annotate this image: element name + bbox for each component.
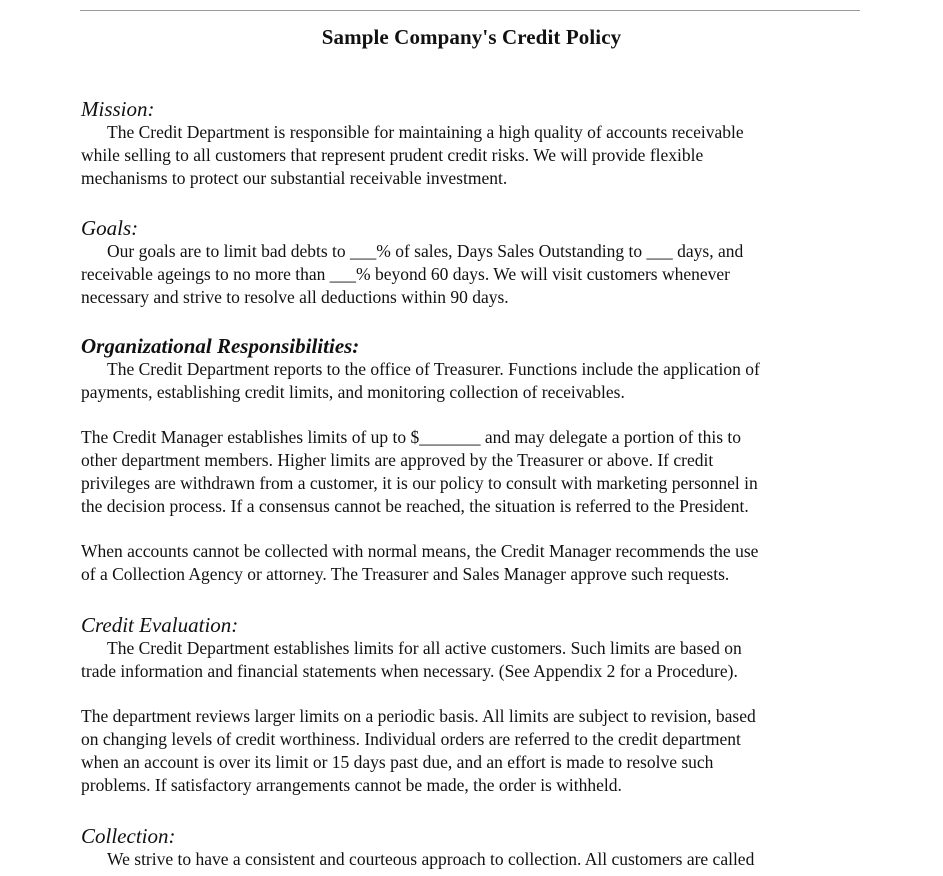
text-line: The Credit Manager establishes limits of up to $_______ and may delegate a portion of this to <box>81 427 742 447</box>
paragraph-organizational-1 <box>81 358 871 404</box>
text-line: When accounts cannot be collected with normal means, the Credit Manager recommends the use <box>81 541 759 561</box>
section-heading-goals: Goals: <box>81 216 139 240</box>
paragraph-evaluation-2 <box>81 705 871 797</box>
paragraph-collection <box>81 848 871 871</box>
paragraph-goals <box>81 240 871 309</box>
section-collection <box>81 824 871 871</box>
text-line: payments, establishing credit limits, and monitoring collection of receivables. <box>81 382 625 402</box>
text-line: privileges are withdrawn from a customer, it is our policy to consult with marketing personnel in <box>81 473 758 493</box>
text-line: trade information and financial statements when necessary. (See Appendix 2 for a Procedure). <box>81 661 738 681</box>
paragraph-organizational-3 <box>81 540 871 586</box>
section-heading-organizational: Organizational Responsibilities: <box>81 334 360 358</box>
paragraph-mission <box>81 121 871 190</box>
text-line: the decision process. If a consensus cannot be reached, the situation is referred to the President. <box>81 496 749 516</box>
text-line: when an account is over its limit or 15 days past due, and an effort is made to resolve such <box>81 752 714 772</box>
text-line: of a Collection Agency or attorney. The Treasurer and Sales Manager approve such requests. <box>81 564 730 584</box>
text-line: while selling to all customers that represent prudent credit risks. We will provide flexible <box>81 145 704 165</box>
paragraph-organizational-2 <box>81 426 871 518</box>
section-credit-evaluation <box>81 613 871 797</box>
document-title: Sample Company's Credit Policy <box>321 25 622 49</box>
section-goals <box>81 216 871 309</box>
paragraph-evaluation-1 <box>81 637 871 683</box>
section-heading-mission: Mission: <box>81 97 155 121</box>
text-line: receivable ageings to no more than ___% beyond 60 days. We will visit customers whenever <box>81 264 731 284</box>
text-line: mechanisms to protect our substantial receivable investment. <box>81 168 508 188</box>
section-mission <box>81 97 871 190</box>
text-line: problems. If satisfactory arrangements cannot be made, the order is withheld. <box>81 775 622 795</box>
text-line: other department members. Higher limits are approved by the Treasurer or above. If credit <box>81 450 714 470</box>
section-heading-credit-evaluation: Credit Evaluation: <box>81 613 239 637</box>
text-line: The department reviews larger limits on a periodic basis. All limits are subject to revision, based <box>81 706 756 726</box>
section-heading-collection: Collection: <box>81 824 176 848</box>
top-divider <box>80 10 860 11</box>
text-line: The Credit Department reports to the office of Treasurer. Functions include the application of <box>107 359 760 379</box>
text-line: necessary and strive to resolve all deductions within 90 days. <box>81 287 509 307</box>
text-line: on changing levels of credit worthiness. Individual orders are referred to the credit department <box>81 729 741 749</box>
text-line: The Credit Department is responsible for maintaining a high quality of accounts receivable <box>107 122 744 142</box>
text-line: The Credit Department establishes limits for all active customers. Such limits are based on <box>107 638 742 658</box>
text-line: Our goals are to limit bad debts to ___% of sales, Days Sales Outstanding to ___ days, and <box>107 241 744 261</box>
text-line: We strive to have a consistent and courteous approach to collection. All customers are called <box>107 849 755 869</box>
section-organizational-responsibilities <box>81 334 871 586</box>
